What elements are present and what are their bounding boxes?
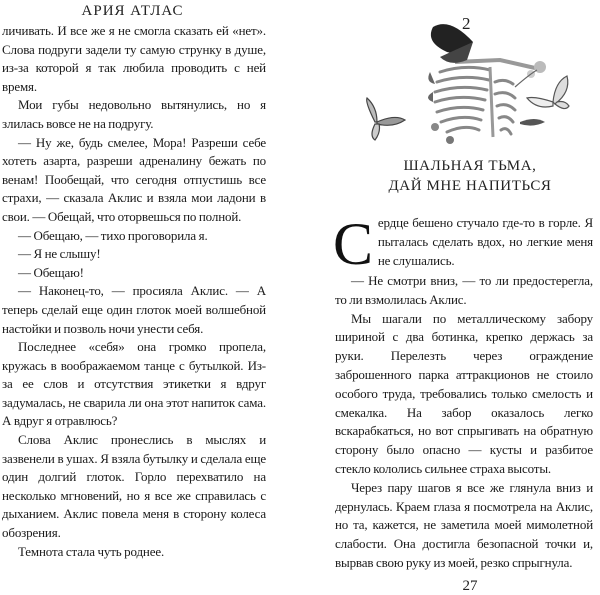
right-page-body xyxy=(333,211,593,573)
right-page xyxy=(300,0,600,594)
chapter-title-line: ШАЛЬНАЯ ТЬМА, xyxy=(403,158,537,174)
left-page-body xyxy=(2,22,266,561)
paragraph: Слова Аклис пронеслись в мыслях и зазвенели в ушах. Я взяла бутылку и сделала еще один долгий глоток. Горло перехватило на несколько мгновений, но я все же справилась с дыханием. Аклис повела меня в сторону колеса обозрения. xyxy=(2,432,266,541)
butterfly-icon xyxy=(527,76,569,109)
paragraph-text: ердце бешено стучало где-то в горле. Я пыталась сделать вдох, но легкие меня не слушались. xyxy=(377,215,593,268)
paragraph: Темнота стала чуть роднее. xyxy=(18,543,165,559)
paragraph: Через пару шагов я все же глянула вниз и дернулась. Краем глаза я посмотрела на Аклис, но та, кажется, не заметила моей мимолетной слабости. Она достигла безопасной точки и, вырвав свою руку из моей, резко спрыгнула. xyxy=(335,479,593,570)
paragraph: — Не смотри вниз, — то ли предостерегла, то ли взмолилась Аклис. xyxy=(335,273,593,307)
chapter-number: 2 xyxy=(462,14,471,33)
running-head-author: АРИЯ АТЛАС xyxy=(81,3,184,19)
paragraph: Мы шагали по металлическому забору шириной с два ботинка, крепко держась за руки. Перелезть через ограждение заброшенного парка аттракционов не стоило особого труда, требовались только смелость и смекалка. На забор оказалось легко вскарабкаться, но вот спрыгивать на обратную сторону было опасно — кусты и разбитое стекло кололись сильнее страха высоты. xyxy=(335,310,593,476)
left-page xyxy=(0,0,300,559)
ribcage-icon xyxy=(435,67,515,134)
paragraph: Мои губы недовольно вытянулись, но я злилась вовсе не на подругу. xyxy=(2,97,266,131)
paragraph: Последнее «себя» она громко пропела, кружась в воображаемом танце с бутылкой. Из-за ее слов и отсутствия этикетки я вдруг задумалась, не сварила ли она этот напиток сама. А вдруг я отравлюсь? xyxy=(2,339,266,429)
page-number: 27 xyxy=(462,578,478,594)
paragraph: — Ну же, будь смелее, Мора! Разреши себе хотеть азарта, разреши адреналину бежать по венам! Пообещай, что сегодня отпустишь все страхи, — сказала Аклис и взяла мои ладони в свои. — Обещай, что оторвешься по полной. xyxy=(2,134,266,224)
paragraph: — Обещаю, — тихо проговорила я. xyxy=(18,227,208,243)
chapter-title-line: ДАЙ МНЕ НАПИТЬСЯ xyxy=(388,178,552,194)
paragraph: личивать. И все же я не смогла сказать ей «нет». Слова подруги задели ту самую струнку в душе, из-за которой я так любила проводить с ней время. xyxy=(2,23,266,94)
paragraph xyxy=(333,211,593,277)
butterfly-icon xyxy=(367,98,405,140)
chapter-title xyxy=(375,156,565,196)
paragraph: — Я не слышу! xyxy=(18,246,101,262)
paragraph: — Обещаю! xyxy=(18,264,84,280)
paragraph: — Наконец-то, — просияла Аклис. — А теперь сделай еще один глоток моей волшебной настойки и позволь ночи унести себя. xyxy=(2,283,266,336)
drop-cap: С xyxy=(333,211,373,277)
